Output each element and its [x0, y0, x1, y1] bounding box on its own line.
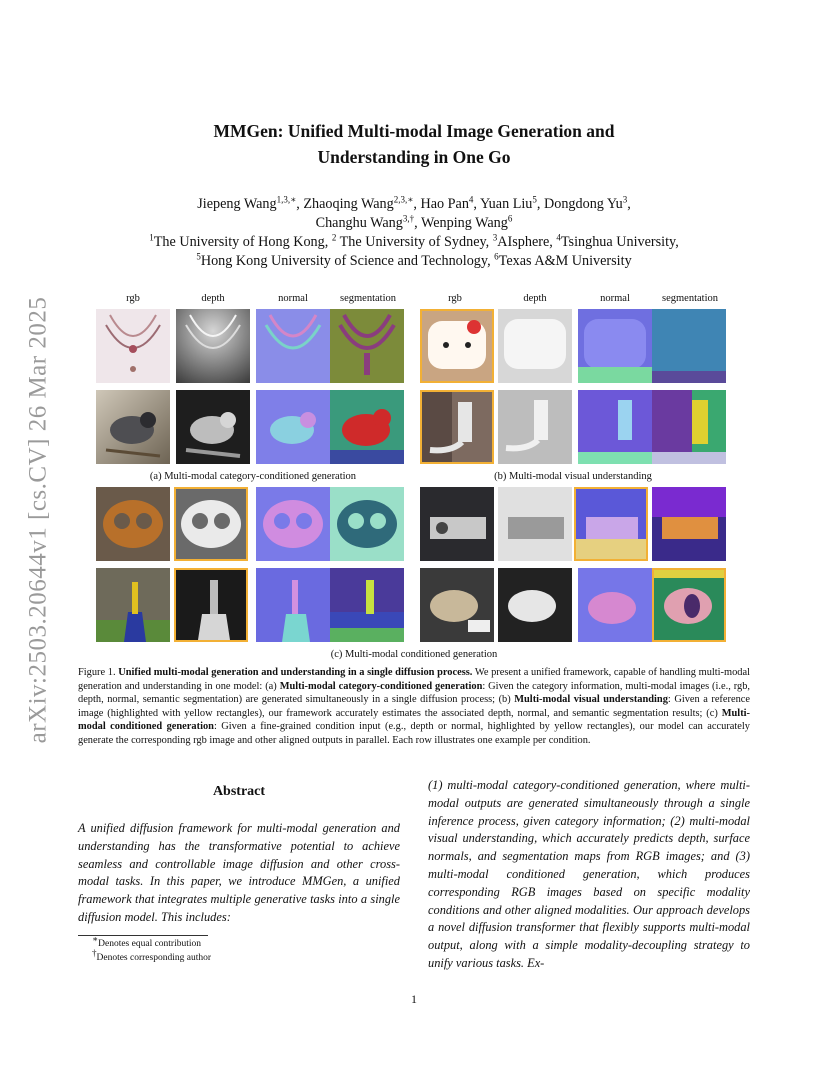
tile-c3-depth-highlighted — [174, 568, 248, 642]
aff-sup: 2 — [331, 232, 337, 243]
header-rgb: rgb — [448, 293, 462, 304]
author: Yuan Liu — [480, 196, 533, 212]
author: Dongdong Yu — [544, 196, 623, 212]
tile-c4-normal — [578, 568, 652, 642]
header-segmentation: segmentation — [340, 293, 396, 304]
affiliation: Texas A&M University — [498, 253, 632, 269]
footnote-text: Denotes corresponding author — [96, 953, 211, 963]
header-depth: depth — [201, 293, 225, 304]
aff-sup: 1 — [149, 232, 154, 243]
subcaption-b: (b) Multi-modal visual understanding — [494, 471, 652, 482]
tile-c3-rgb — [96, 568, 170, 642]
title-line-1: MMGen: Unified Multi-modal Image Generation and — [213, 121, 615, 141]
caption-bold: Multi-modal conditioned generation — [78, 707, 750, 732]
author-line-1: Jiepeng Wang$^{1,3,∗}$, Zhaoqing Wang$^{2,3,∗}$, Hao Pan$^4$, Yuan Liu$^5$, Dongdong Yu$^3$, — [197, 194, 631, 212]
tile-c4-rgb — [420, 568, 494, 642]
tile-b1-segmentation — [652, 309, 726, 383]
tile-c3-segmentation — [330, 568, 404, 642]
tile-b1-depth — [498, 309, 572, 383]
caption-prefix: Figure 1. — [78, 667, 119, 678]
caption-text: : Given the category information, multi-modal images (i.e., rgb, depth, normal, semantic segmentation) are generated simultaneously in a single diffusion process; (b) — [78, 680, 750, 705]
tile-b1-normal — [578, 309, 652, 383]
header-normal: normal — [278, 293, 308, 304]
footnote-1 — [92, 933, 202, 951]
aff-sup: 4 — [556, 232, 561, 243]
footnote-text: Denotes equal contribution — [98, 939, 202, 949]
tile-c2-rgb — [420, 487, 494, 561]
caption-bold: Multi-modal category-conditioned generation — [279, 680, 483, 692]
aff-sup: 5 — [196, 251, 201, 262]
caption-bold: Unified multi-modal generation and understanding in a single diffusion process. — [118, 667, 473, 678]
tile-c1-depth-highlighted — [174, 487, 248, 561]
author-sup: 3,† — [402, 213, 415, 224]
tile-c1-segmentation — [330, 487, 404, 561]
author-sup: 2,3,∗ — [393, 194, 414, 205]
header-normal: normal — [600, 293, 630, 304]
author-sup: 3 — [622, 194, 628, 205]
abstract-left-column: A unified diffusion framework for multi-modal generation and understanding has the transformative potential to achieve seamless and controllable image diffusion and other cross-modal tasks. In this paper, we introduce MMGen, a unified framework that integrates multiple generative tasks into a single diffusion model. This includes: — [78, 821, 400, 924]
tile-a1-depth — [176, 309, 250, 383]
tile-c4-segmentation-highlighted — [652, 568, 726, 642]
subcaption-a: (a) Multi-modal category-conditioned generation — [149, 471, 357, 482]
arxiv-stamp-text: arXiv:2503.20644v1 [cs.CV] 26 Mar 2025 — [24, 296, 52, 744]
footnote-mark: † — [92, 947, 97, 958]
tile-c2-normal-highlighted — [574, 487, 648, 561]
affiliation: The University of Hong Kong, — [153, 234, 332, 250]
title-line-2: Understanding in One Go — [317, 147, 511, 167]
author-line-2: Changhu Wang$^{3,\dagger}$, Wenping Wang$^6$ — [315, 213, 513, 231]
tile-a1-segmentation — [330, 309, 404, 383]
figure-caption — [78, 666, 750, 747]
tile-a2-rgb — [96, 390, 170, 464]
abstract-heading: Abstract — [212, 784, 266, 799]
subcaption-c: (c) Multi-modal conditioned generation — [330, 649, 498, 660]
caption-text: : Given a fine-grained condition input (e.g., depth or normal, highlighted by yellow rectangles), our model can accurately generate the corresponding rgb image and other aligned outputs in parallel. Each row illustrates one example per condition. — [78, 721, 750, 746]
tile-b2-rgb-highlighted — [420, 390, 494, 464]
caption-text: We present a unified framework, capable of handling multi-modal generation and understanding in one model: (a) — [78, 667, 750, 692]
affiliation: The University of Sydney, — [336, 234, 493, 250]
affiliation: Tsinghua University, — [560, 234, 679, 250]
tile-c1-rgb — [96, 487, 170, 561]
author-sup: 1,3,∗ — [276, 194, 297, 205]
affiliation: AIsphere, — [497, 234, 557, 250]
tile-c3-normal — [256, 568, 330, 642]
tile-a2-depth — [176, 390, 250, 464]
tile-a1-normal — [256, 309, 330, 383]
author-sup: 6 — [507, 213, 513, 224]
author: Hao Pan — [420, 196, 469, 212]
author: Jiepeng Wang — [197, 196, 277, 212]
tile-c1-normal — [256, 487, 330, 561]
aff-sup: 3 — [492, 232, 498, 243]
page-number: 1 — [411, 992, 417, 1006]
tile-a1-rgb — [96, 309, 170, 383]
tile-b1-rgb-highlighted — [420, 309, 494, 383]
tile-c2-depth — [498, 487, 572, 561]
tile-b2-normal — [578, 390, 652, 464]
tile-b2-depth — [498, 390, 572, 464]
tile-a2-segmentation — [330, 390, 404, 464]
tile-b2-segmentation — [652, 390, 726, 464]
tile-a2-normal — [256, 390, 330, 464]
header-segmentation: segmentation — [662, 293, 718, 304]
caption-text: : Given a reference image (highlighted with yellow rectangles), our framework accurately estimates the associated depth, normal, and semantic segmentation results; (c) — [78, 694, 750, 719]
author: Zhaoqing Wang — [303, 196, 394, 212]
author: Wenping Wang — [420, 215, 508, 231]
affiliation: Hong Kong University of Science and Technology, — [200, 253, 495, 269]
author: Changhu Wang — [315, 215, 403, 231]
aff-sup: 6 — [494, 251, 499, 262]
tile-c2-segmentation — [652, 487, 726, 561]
tile-c4-depth — [498, 568, 572, 642]
header-depth: depth — [523, 293, 547, 304]
author-sup: 5 — [532, 194, 537, 205]
header-rgb: rgb — [126, 293, 140, 304]
abstract-right-column: (1) multi-modal category-conditioned generation, where multi-modal outputs are generated simultaneously through a single inference process, given category information; (2) multi-modal visual understanding, which accurately predicts depth, surface normals, and segmentation maps from RGB images; and (3) multi-modal conditioned generation, which produces corresponding RGB images based on specific modality conditions and other aligned modalities. Our approach develops a novel diffusion transformer that flexibly supports multi-modal output, along with a simple modality-decoupling strategy to unify various tasks. Ex- — [428, 778, 750, 970]
footnote-mark: ∗ — [92, 933, 99, 944]
footnote-2 — [92, 947, 211, 965]
caption-bold: Multi-modal visual understanding — [514, 694, 668, 705]
author-sup: 4 — [468, 194, 474, 205]
